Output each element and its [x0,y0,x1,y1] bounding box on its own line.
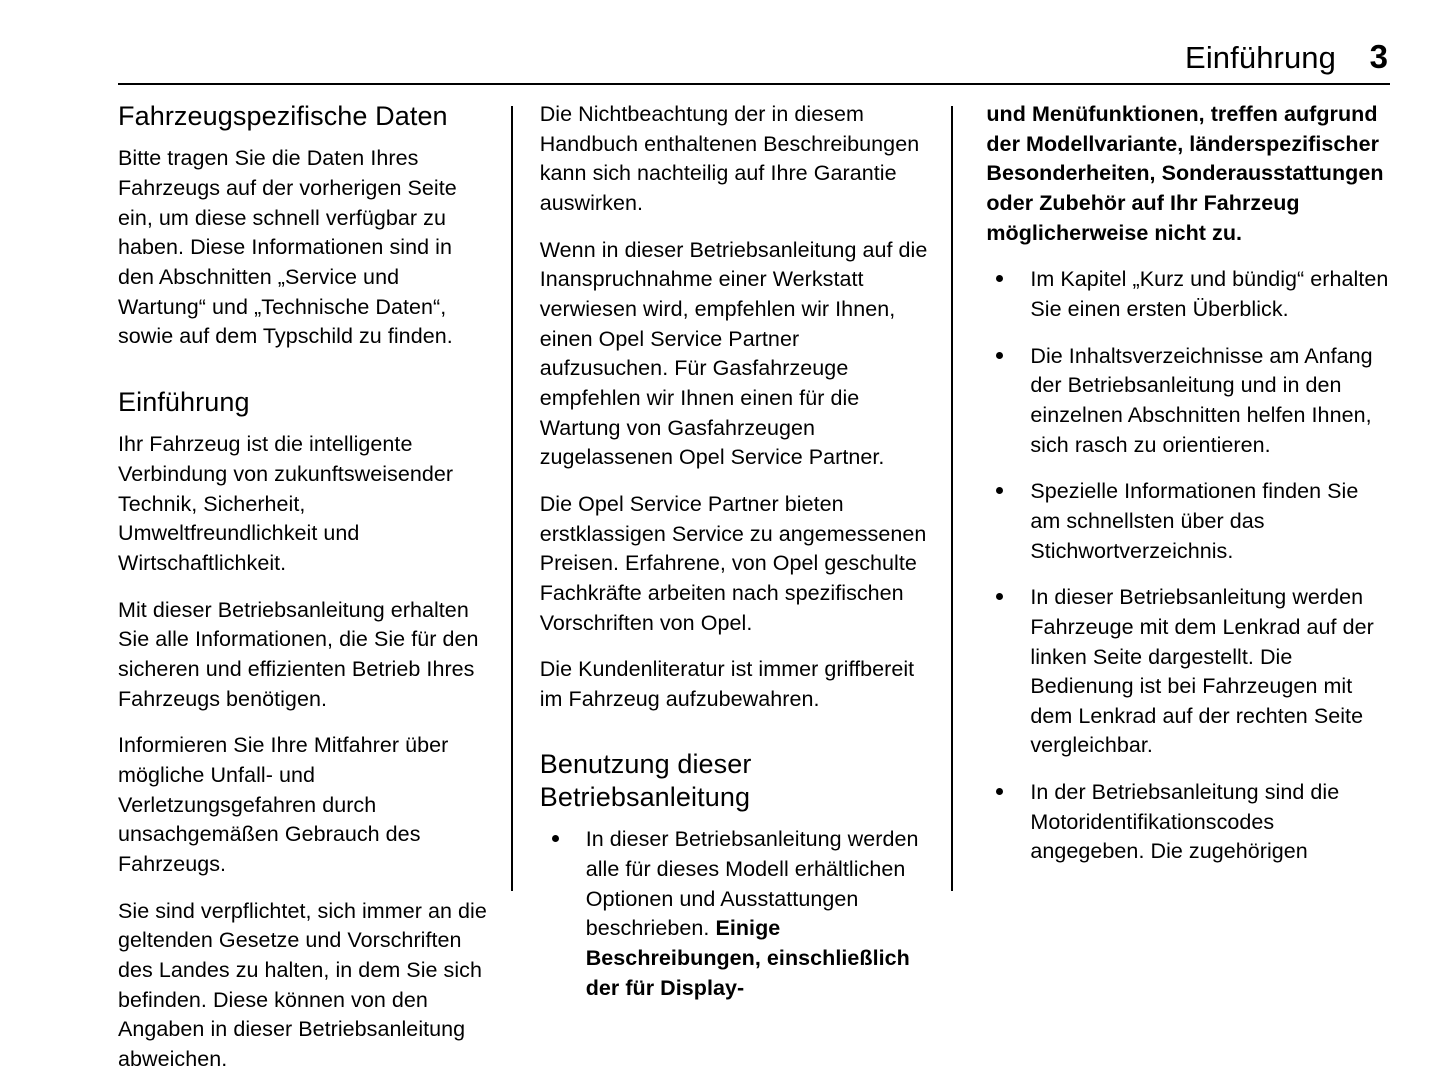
bullet-list [986,265,1390,867]
list-item [986,342,1390,461]
column-three [953,100,1390,925]
bullet-dot-icon [996,788,1003,795]
column-one [118,100,511,1071]
list-item-text: Die Inhaltsverzeichnisse am Anfang der Betriebsanleitung und in den einzelnen Abschnitten helfen Ihnen, sich rasch zu orientieren. [1030,343,1373,457]
paragraph: Die Nichtbeachtung der in diesem Handbuch enthaltenen Beschreibungen kann sich nachteilig auf Ihre Garantie auswirken. [539,102,920,215]
text-columns [118,100,1390,1071]
list-item-text: Spezielle Informationen finden Sie am schnellsten über das Stichwortverzeichnis. [1030,479,1359,563]
page-number: 3 [1369,38,1388,75]
paragraph: Mit dieser Betriebsanleitung erhalten Sie alle Informationen, die Sie für den sicheren und effizienten Betrieb Ihres Fahrzeugs benötigen. [118,597,479,711]
header-divider [118,83,1390,85]
list-item-text: In dieser Betriebsanleitung werden Fahrzeuge mit dem Lenkrad auf der linken Seite dargestellt. Die Bedienung ist bei Fahrzeugen mit dem Lenkrad auf der rechten Seite vergleichbar. [1030,585,1374,758]
bullet-dot-icon [996,275,1003,282]
page-title: Einführung [1185,40,1336,75]
paragraph: Informieren Sie Ihre Mitfahrer über mögliche Unfall- und Verletzungsgefahren durch unsachgemäßen Gebrauch des Fahrzeugs. [118,733,449,876]
column-two [513,100,952,1000]
bullet-dot-icon [996,352,1003,359]
bullet-dot-icon [996,487,1003,494]
bullet-dot-icon [552,835,559,842]
list-item [986,477,1390,566]
paragraph: Bitte tragen Sie die Daten Ihres Fahrzeugs auf der vorherigen Seite ein, um diese schnell verfügbar zu haben. Diese Informationen sind in den Abschnitten „Service und Wartung“ und „Technische Daten“, sowie auf dem Typschild zu finden. [118,146,457,349]
page-header [118,38,1388,76]
paragraph-bold-continuation: und Menüfunktionen, treffen aufgrund der Modellvariante, länderspezifischer Besonderheiten, Sonderausstattungen oder Zubehör auf Ihr Fahrzeug möglicherweise nicht zu. [986,102,1384,245]
paragraph: Sie sind verpflichtet, sich immer an die geltenden Gesetze und Vorschriften des Landes zu halten, in dem Sie sich befinden. Diese können von den Angaben in dieser Betriebsanleitung abweichen. [118,898,487,1071]
list-item-text-bold: Einige Beschreibungen, einschließlich der für Display- [585,916,910,1000]
bullet-list [540,825,932,1003]
list-item [540,825,932,1003]
list-item [986,778,1390,867]
paragraph: Die Opel Service Partner bieten erstklassigen Service zu angemessenen Preisen. Erfahrene, von Opel geschulte Fachkräfte arbeiten nach spezifischen Vorschriften von Opel. [539,491,927,635]
paragraph: Ihr Fahrzeug ist die intelligente Verbindung von zukunftsweisender Technik, Sicherheit, Umweltfreundlichkeit und Wirtschaftlichkeit. [118,432,454,575]
heading-einfuehrung: Einführung [118,386,250,417]
list-item-text: Im Kapitel „Kurz und bündig“ erhalten Sie einen ersten Überblick. [1030,267,1389,321]
heading-benutzung-dieser-betriebsanleitung: Benutzung dieser Betriebsanleitung [539,749,752,812]
heading-fahrzeugspezifische-daten: Fahrzeugspezifische Daten [118,101,448,131]
list-item [986,265,1390,324]
paragraph: Die Kundenliteratur ist immer griffbereit im Fahrzeug aufzubewahren. [539,657,915,711]
list-item [986,583,1390,761]
bullet-dot-icon [996,593,1003,600]
paragraph: Wenn in dieser Betriebsanleitung auf die Inanspruchnahme einer Werkstatt verwiesen wird, empfehlen wir Ihnen, einen Opel Service Partner aufzusuchen. Für Gasfahrzeuge empfehlen wir Ihnen einen für die Wartung von Gasfahrzeugen zugelassenen Opel Service Partner. [539,237,928,470]
list-item-text: In der Betriebsanleitung sind die Motoridentifikationscodes angegeben. Die zugehörigen [1030,780,1340,864]
list-item-text: In dieser Betriebsanleitung werden alle für dieses Modell erhältlichen Optionen und Ausstattungen beschrieben. [585,827,919,941]
